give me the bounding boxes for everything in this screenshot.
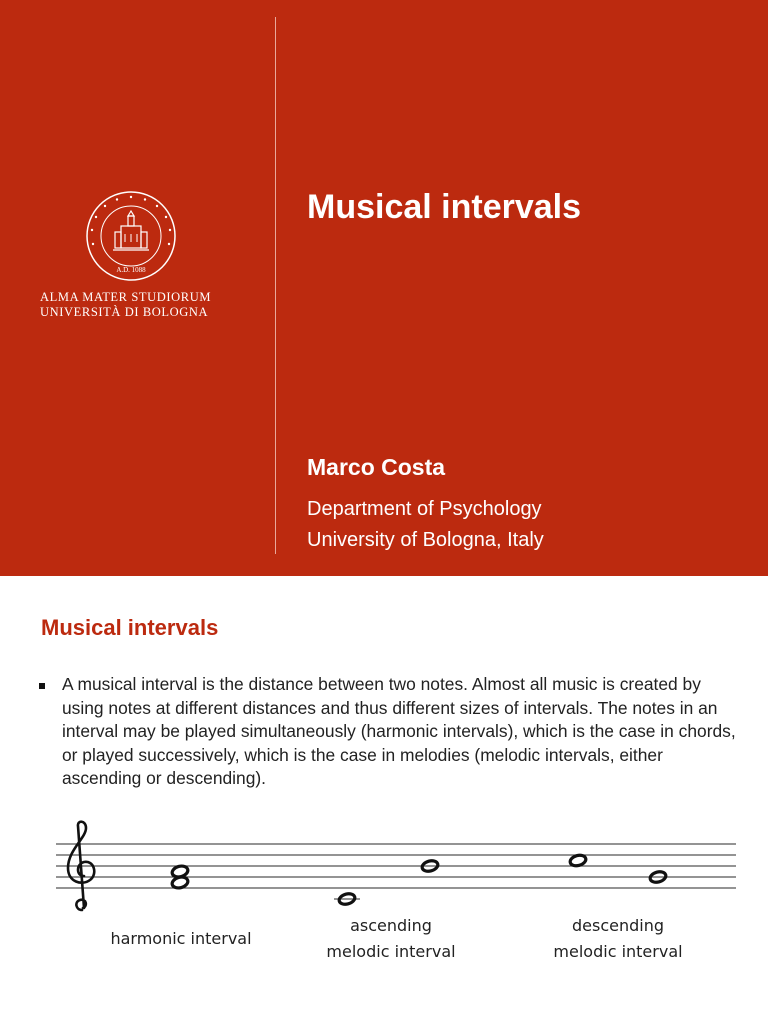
harmonic-interval-notes bbox=[171, 864, 189, 889]
descending-melodic-label: melodic interval bbox=[553, 942, 683, 961]
university-seal-icon bbox=[85, 190, 177, 282]
university-affiliation: University of Bologna, Italy bbox=[307, 529, 544, 551]
university-name-line1: ALMA MATER STUDIORUM bbox=[40, 290, 212, 304]
vertical-divider bbox=[275, 17, 276, 554]
bullet-icon bbox=[39, 683, 45, 689]
author-name: Marco Costa bbox=[307, 454, 446, 480]
presentation-title: Musical intervals bbox=[307, 188, 582, 226]
department: Department of Psychology bbox=[307, 498, 542, 520]
bullet-text: A musical interval is the distance between two notes. Almost all music is created by using notes at different distances and thus different sizes of intervals. The notes in an interval may be played simultaneously (harmonic intervals), which is the case in chords, or played successively, which is the case in melodies (melodic intervals, either ascending or descending). bbox=[62, 674, 736, 788]
descending-label: descending bbox=[571, 916, 664, 935]
university-name-line2: UNIVERSITÀ DI BOLOGNA bbox=[40, 305, 209, 319]
ascending-label: ascending bbox=[350, 916, 432, 935]
harmonic-interval-label: harmonic interval bbox=[110, 929, 252, 948]
staff-lines bbox=[56, 844, 736, 888]
seal-date: A.D. 1088 bbox=[116, 266, 146, 274]
descending-interval-notes bbox=[569, 854, 667, 884]
music-staff-figure bbox=[56, 820, 746, 915]
ascending-melodic-label: melodic interval bbox=[326, 942, 456, 961]
slide-heading: Musical intervals bbox=[41, 615, 219, 640]
